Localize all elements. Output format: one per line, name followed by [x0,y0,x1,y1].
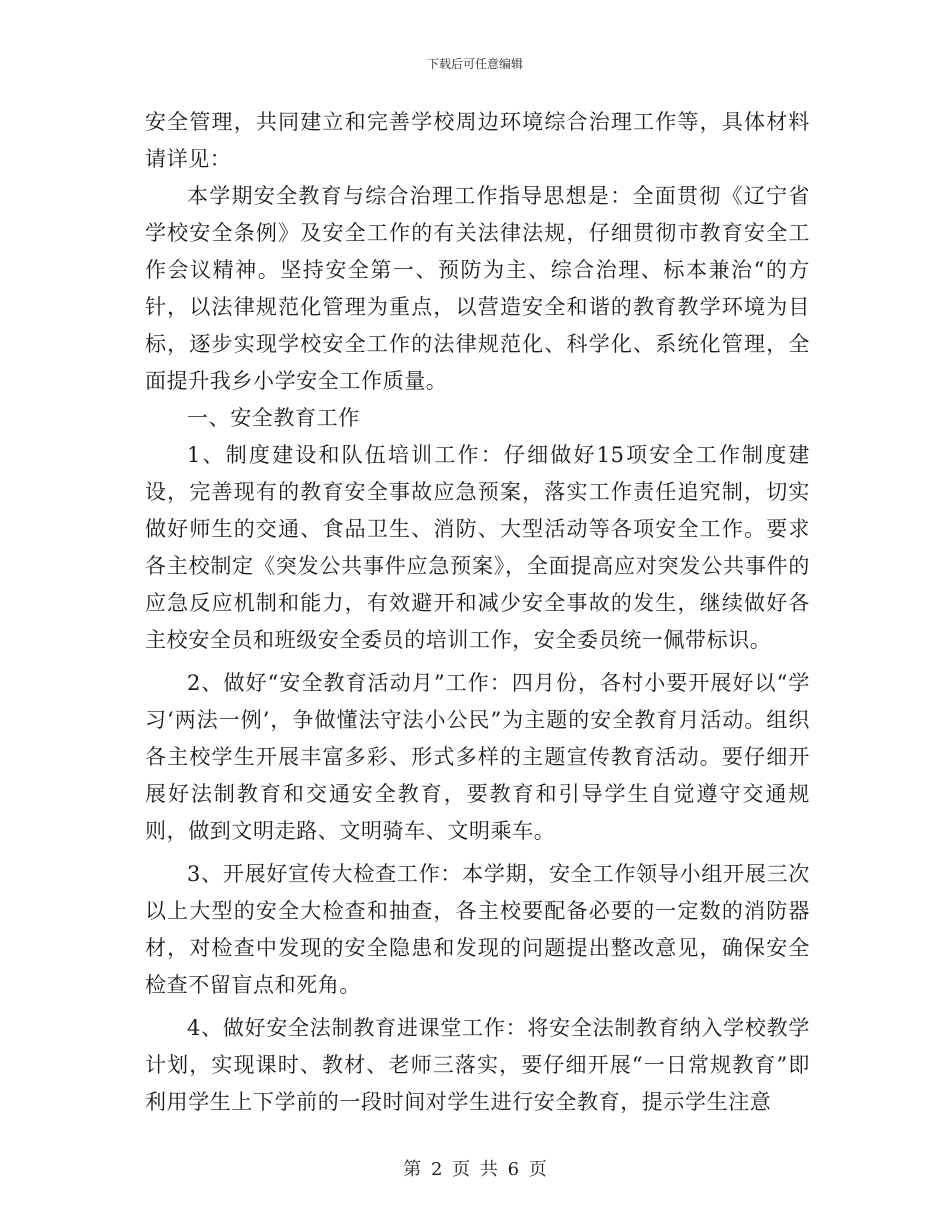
header-note: 下载后可任意编辑 [426,57,523,71]
paragraph-guiding-thought: 本学期安全教育与综合治理工作指导思想是：全面贯彻《辽宁省学校安全条例》及安全工作的有关法律法规，仔细贯彻市教育安全工作会议精神。坚持安全第一、预防为主、综合治理、标本兼治“的方针，以法律规范化管理为重点，以营造安全和谐的教育教学环境为目标，逐步实现学校安全工作的法律规范化、科学化、系统化管理，全面提升我乡小学安全工作质量。 [145,184,810,393]
paragraph-item-2: 2、做好“安全教育活动月”工作：四月份，各村小要开展好以“学习‘两法一例’，争做懂法守法小公民”为主题的安全教育月活动。组织各主校学生开展丰富多彩、形式多样的主题宣传教育活动。要仔细开展好法制教育和交通安全教育，要教育和引导学生自觉遵守交通规则，做到文明走路、文明骑车、文明乘车。 [145,671,810,843]
paragraph-item-3: 3、开展好宣传大检查工作：本学期，安全工作领导小组开展三次以上大型的安全大检查和抽查，各主校要配备必要的一定数的消防器材，对检查中发现的安全隐患和发现的问题提出整改意见，确保安全检查不留盲点和死角。 [145,862,810,997]
section-heading: 一、安全教育工作 [187,406,360,430]
document-body [145,104,810,1121]
paragraph-continuation: 安全管理，共同建立和完善学校周边环境综合治理工作等，具体材料请详见： [145,110,810,171]
paragraph-item-1: 1、制度建设和队伍培训工作：仔细做好15项安全工作制度建设，完善现有的教育安全事故应急预案，落实工作责任追究制，切实做好师生的交通、食品卫生、消防、大型活动等各项安全工作。要求各主校制定《突发公共事件应急预案》，全面提高应对突发公共事件的应急反应机制和能力，有效避开和减少安全事故的发生，继续做好各主校安全员和班级安全委员的培训工作，安全委员统一佩带标识。 [145,443,810,652]
page-number: 第 2 页 共 6 页 [403,1159,547,1180]
paragraph-item-4: 4、做好安全法制教育进课堂工作：将安全法制教育纳入学校教学计划，实现课时、教材、老师三落实，要仔细开展“一日常规教育”即利用学生上下学前的一段时间对学生进行安全教育，提示学生注意 [145,1016,810,1114]
